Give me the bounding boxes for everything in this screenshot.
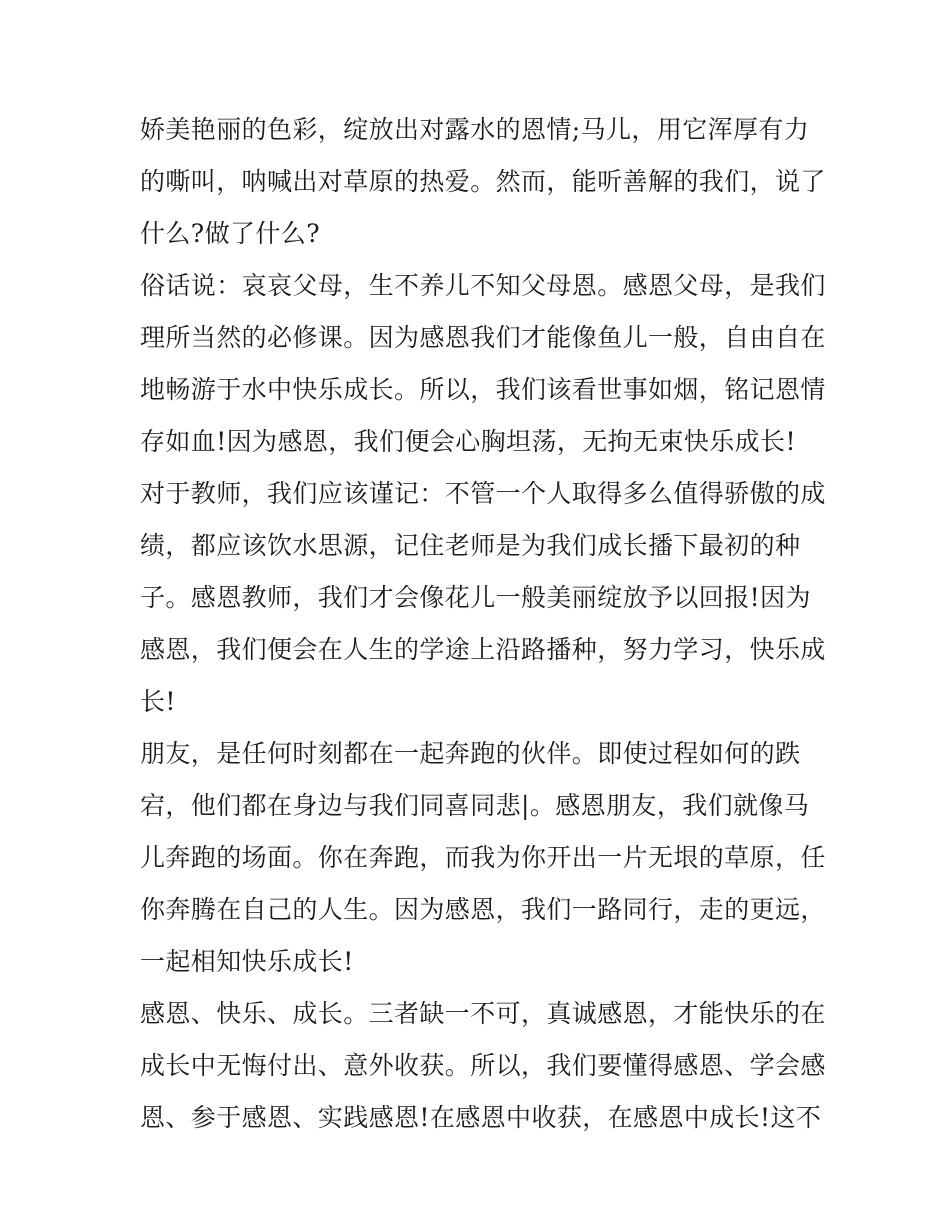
text-line: 的嘶叫，呐喊出对草原的热爱。然而，能听善解的我们，说了 xyxy=(140,167,826,196)
text-line: 儿奔跑的场面。你在奔跑，而我为你开出一片无垠的草原，任 xyxy=(140,843,826,872)
text-line: 什么?做了什么? xyxy=(140,219,321,248)
text-line: 娇美艳丽的色彩，绽放出对露水的恩情;马儿，用它浑厚有力 xyxy=(140,115,810,144)
text-line: 你奔腾在自己的人生。因为感恩，我们一路同行，走的更远， xyxy=(140,895,826,924)
text-line: 恩、参于感恩、实践感恩!在感恩中收获，在感恩中成长!这不 xyxy=(140,1103,822,1132)
text-line: 感恩、快乐、成长。三者缺一不可，真诚感恩，才能快乐的在 xyxy=(140,999,826,1028)
text-line: 一起相知快乐成长! xyxy=(140,947,354,976)
text-line: 对于教师，我们应该谨记：不管一个人取得多么值得骄傲的成 xyxy=(140,479,826,508)
text-line: 地畅游于水中快乐成长。所以，我们该看世事如烟，铭记恩情 xyxy=(140,375,826,404)
text-line: 成长中无悔付出、意外收获。所以，我们要懂得感恩、学会感 xyxy=(140,1051,826,1080)
text-line: 子。感恩教师，我们才会像花儿一般美丽绽放予以回报!因为 xyxy=(140,583,811,612)
text-line: 存如血!因为感恩，我们便会心胸坦荡，无拘无束快乐成长! xyxy=(140,427,796,456)
text-line: 感恩，我们便会在人生的学途上沿路播种，努力学习，快乐成 xyxy=(140,635,826,664)
text-line: 朋友，是任何时刻都在一起奔跑的伙伴。即使过程如何的跌 xyxy=(140,739,801,768)
text-line: 绩，都应该饮水思源，记住老师是为我们成长播下最初的种 xyxy=(140,531,801,560)
text-line: 理所当然的必修课。因为感恩我们才能像鱼儿一般，自由自在 xyxy=(140,323,826,352)
text-line: 长! xyxy=(140,687,176,716)
document-body xyxy=(140,104,826,1144)
text-line: 宕，他们都在身边与我们同喜同悲|。感恩朋友，我们就像马 xyxy=(140,791,810,820)
text-line: 俗话说：哀哀父母，生不养儿不知父母恩。感恩父母，是我们 xyxy=(140,271,826,300)
